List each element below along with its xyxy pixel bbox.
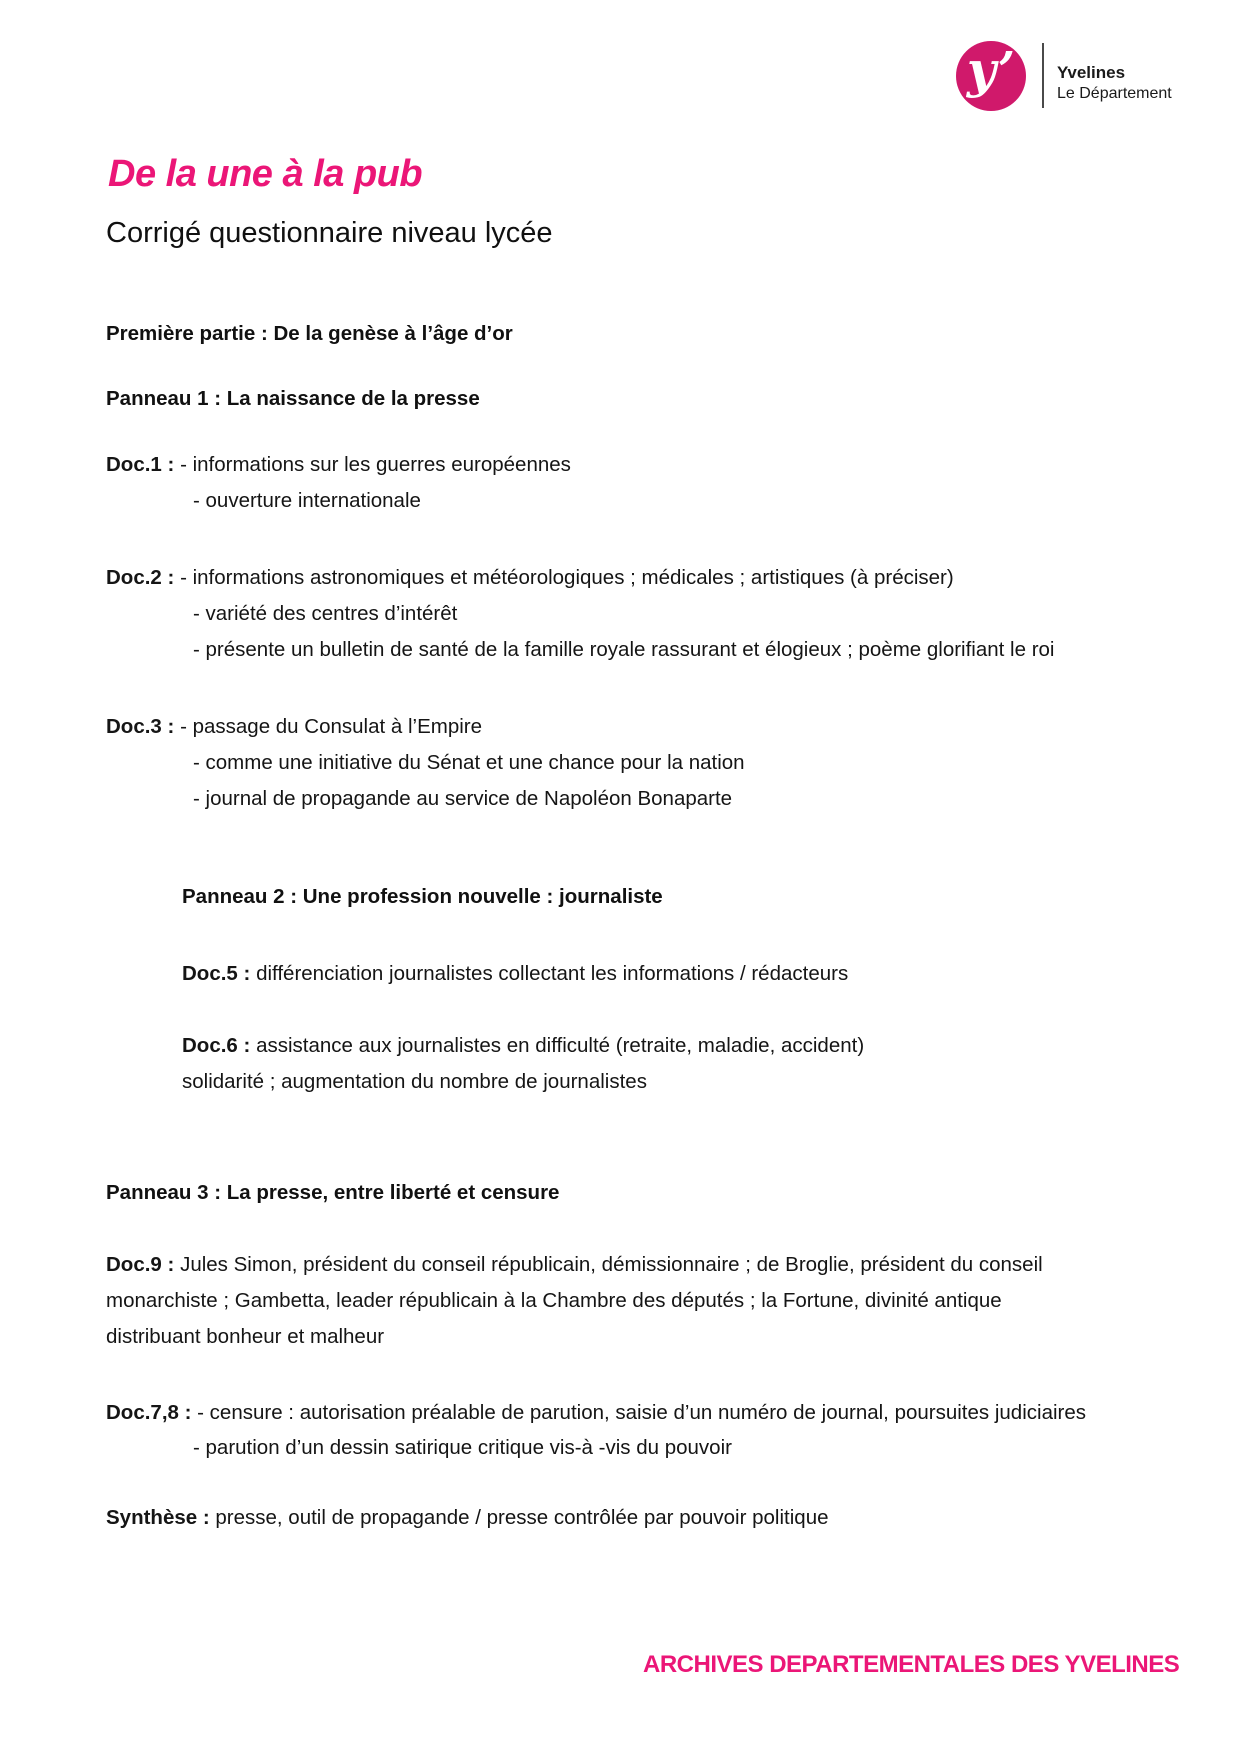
panneau1-heading: Panneau 1 : La naissance de la presse xyxy=(106,387,480,410)
doc78-label: Doc.7,8 : xyxy=(106,1401,192,1424)
doc5-line1: Doc.5 : différenciation journalistes collectant les informations / rédacteurs xyxy=(182,962,849,985)
synthese-line: Synthèse : presse, outil de propagande / presse contrôlée par pouvoir politique xyxy=(106,1506,829,1529)
doc1-line2: - ouverture internationale xyxy=(193,489,421,512)
doc2-line2: - variété des centres d’intérêt xyxy=(193,602,458,625)
doc6-line2: solidarité ; augmentation du nombre de journalistes xyxy=(182,1070,647,1093)
panneau3-heading: Panneau 3 : La presse, entre liberté et censure xyxy=(106,1181,560,1204)
doc1-label: Doc.1 : xyxy=(106,453,175,476)
doc6-label: Doc.6 : xyxy=(182,1034,251,1057)
doc9-label: Doc.9 : xyxy=(106,1253,175,1276)
doc78-line2: - parution d’un dessin satirique critique vis-à -vis du pouvoir xyxy=(193,1436,732,1459)
doc9-line2: monarchiste ; Gambetta, leader républicain à la Chambre des députés ; la Fortune, divinité antique xyxy=(106,1289,1002,1312)
doc9-line1: Doc.9 : Jules Simon, président du conseil républicain, démissionnaire ; de Broglie, président du conseil xyxy=(106,1253,1043,1276)
logo-divider xyxy=(1042,43,1044,108)
doc5-label: Doc.5 : xyxy=(182,962,251,985)
doc3-line1: Doc.3 : - passage du Consulat à l’Empire xyxy=(106,715,483,738)
doc78-line1: Doc.7,8 : - censure : autorisation préalable de parution, saisie d’un numéro de journal, poursuites judiciaires xyxy=(106,1401,1087,1424)
yvelines-logo-icon xyxy=(956,41,1026,111)
doc3-line3: - journal de propagande au service de Napoléon Bonaparte xyxy=(193,787,733,810)
doc6-line1: Doc.6 : assistance aux journalistes en difficulté (retraite, maladie, accident) xyxy=(182,1034,865,1057)
brand-block xyxy=(1057,62,1172,104)
brand-subtitle: Le Département xyxy=(1057,85,1172,102)
doc3-line2: - comme une initiative du Sénat et une chance pour la nation xyxy=(193,751,745,774)
doc2-line3: - présente un bulletin de santé de la famille royale rassurant et élogieux ; poème glorifiant le roi xyxy=(193,638,1055,661)
doc2-label: Doc.2 : xyxy=(106,566,175,589)
yvelines-logo-letter: y’ xyxy=(966,40,1016,99)
panneau2-heading: Panneau 2 : Une profession nouvelle : journaliste xyxy=(182,885,663,908)
page-title: De la une à la pub xyxy=(108,153,423,195)
page-subtitle: Corrigé questionnaire niveau lycée xyxy=(106,217,553,249)
synthese-label: Synthèse : xyxy=(106,1506,210,1529)
doc3-label: Doc.3 : xyxy=(106,715,175,738)
doc1-line1: Doc.1 : - informations sur les guerres européennes xyxy=(106,453,571,476)
doc2-line1: Doc.2 : - informations astronomiques et météorologiques ; médicales ; artistiques (à préciser) xyxy=(106,566,954,589)
brand-name: Yvelines xyxy=(1057,63,1126,82)
part1-heading: Première partie : De la genèse à l’âge d’or xyxy=(106,322,513,345)
footer-archives: ARCHIVES DEPARTEMENTALES DES YVELINES xyxy=(643,1651,1180,1678)
doc9-line3: distribuant bonheur et malheur xyxy=(106,1325,385,1348)
